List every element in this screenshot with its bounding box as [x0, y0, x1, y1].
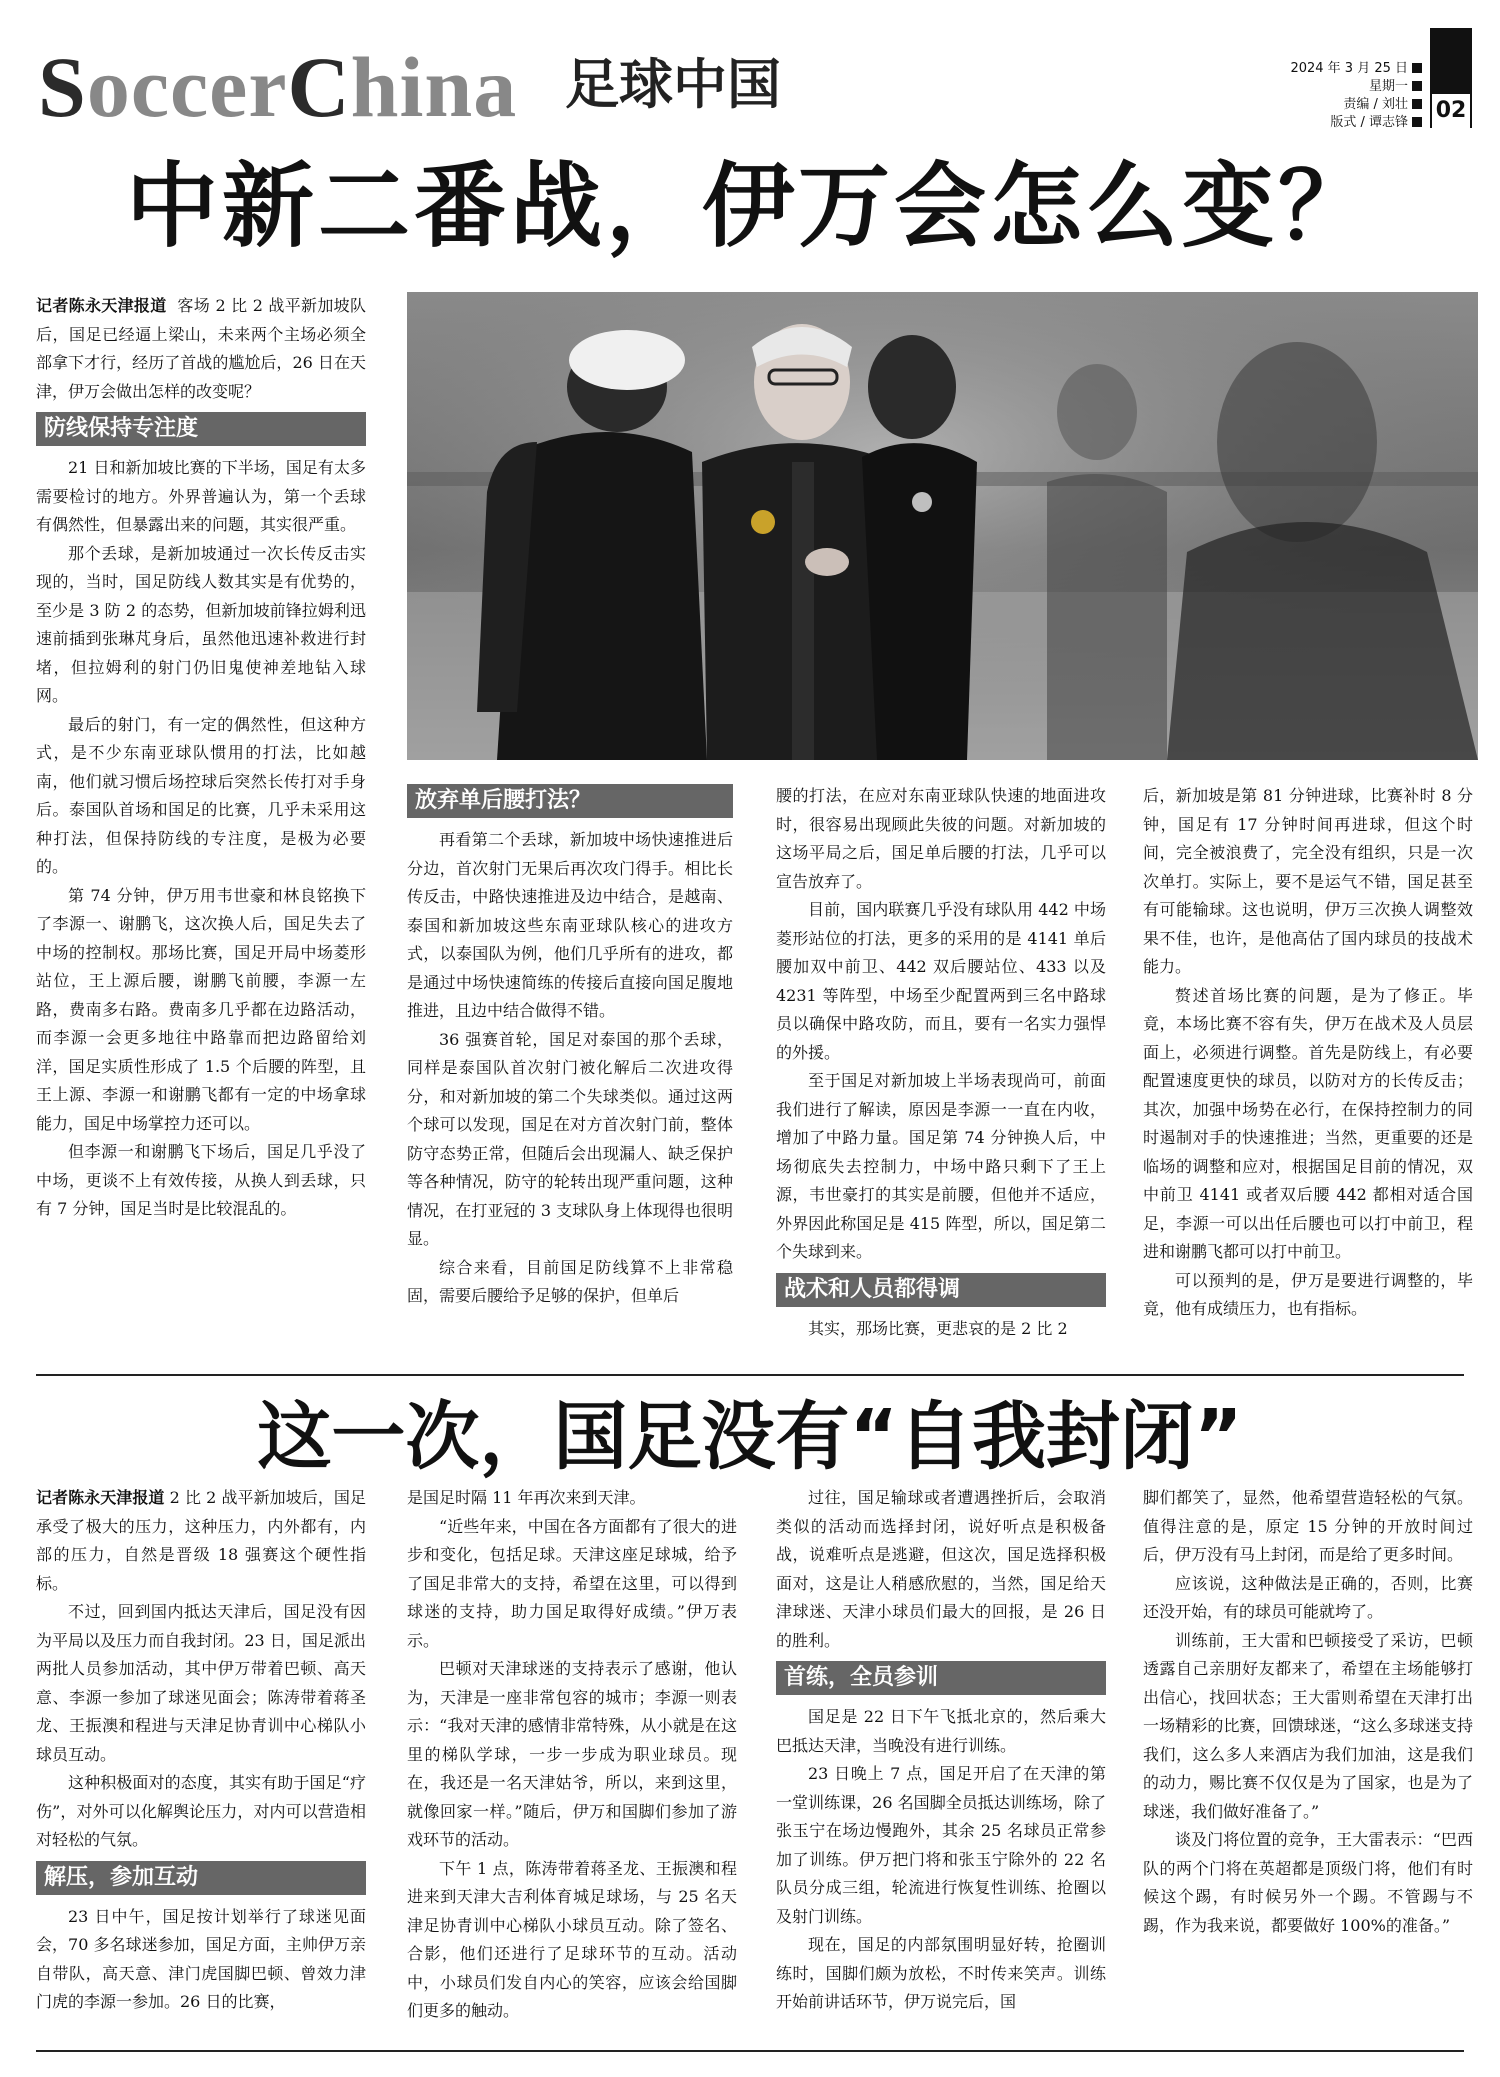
title-letter-c: C: [287, 39, 351, 135]
paragraph: 脚们都笑了，显然，他希望营造轻松的气氛。值得注意的是，原定 15 分钟的开放时间过后，伊万没有马上封闭，而是给了更多时间。: [1143, 1488, 1473, 1564]
paragraph: 是国足时隔 11 年再次来到天津。: [407, 1488, 646, 1507]
article1-column-1: [36, 292, 366, 1224]
issue-date: 2024 年 3 月 25 日: [1290, 60, 1422, 78]
subhead-training: 首练，全员参训: [776, 1661, 1106, 1695]
bottom-rule: [36, 2050, 1464, 2052]
paragraph: 这种积极面对的态度，其实有助于国足“疗伤”，对外可以化解舆论压力，对内可以营造相对轻松的气氛。: [36, 1773, 366, 1849]
title-letter-s: S: [38, 39, 87, 135]
article1-column-3: [776, 782, 1106, 1343]
article2-headline: 这一次，国足没有“自我封闭”: [257, 1394, 1243, 1480]
paragraph: 巴顿对天津球迷的支持表示了感谢，他认为，天津是一座非常包容的城市；李源一则表示：“我对天津的感情非常特殊，从小就是在这里的梯队学球，一步一步成为职业球员。现在，我还是一名天津姑爷，所以，来到这里，就像回家一样。”随后，伊万和国脚们参加了游戏环节的活动。: [407, 1659, 737, 1849]
paragraph: 23 日晚上 7 点，国足开启了在天津的第一堂训练课，26 名国脚全员抵达训练场，除了张玉宁在场边慢跑外，其余 25 名球员正常参加了训练。伊万把门将和张玉宁除外的 22 名队员分成三组，轮流进行恢复性训练、抢圈以及射门训练。: [776, 1764, 1106, 1926]
article1-headline: 中新二番战，伊万会怎么变？: [125, 153, 1374, 260]
paragraph: “近些年来，中国在各方面都有了很大的进步和变化，包括足球。天津这座足球城，给予了国足非常大的支持，希望在这里，可以得到球迷的支持，助力国足取得好成绩。”伊万表示。: [407, 1516, 737, 1650]
paragraph: 再看第二个丢球，新加坡中场快速推进后分边，首次射门无果后再次攻门得手。相比长传反击，中路快速推进及边中结合，是越南、泰国和新加坡这些东南亚球队核心的进攻方式，以泰国队为例，他们几乎所有的进攻，都是通过中场快速简练的传接后直接向国足腹地推进，且边中结合做得不错。: [407, 830, 733, 1020]
paragraph: 训练前，王大雷和巴顿接受了采访，巴顿透露自己亲朋好友都来了，希望在主场能够打出信心，找回状态；王大雷则希望在天津打出一场精彩的比赛，回馈球迷，“这么多球迷支持我们，这么多人来酒店为我们加油，这是我们的动力，赐比赛不仅仅是为了国家，也是为了球迷，我们做好准备了。”: [1143, 1630, 1473, 1821]
subhead-single-pivot: 放弃单后腰打法？: [407, 784, 733, 818]
masthead-title-en: [38, 39, 518, 135]
paragraph: 过往，国足输球或者遭遇挫折后，会取消类似的活动而选择封闭，说好听点是积极备战，说难听点是逃避，但这次，国足选择积极面对，这是让人稍感欣慰的，当然，国足给天津球迷、天津小球员们最大的回报，是 26 日的胜利。: [776, 1488, 1106, 1650]
paragraph: 下午 1 点，陈涛带着蒋圣龙、王振澳和程进来到天津大吉利体育城足球场，与 25 名天津足协青训中心梯队小球员互动。除了签名、合影，他们还进行了足球环节的互动。活动中，小球员们发自内心的笑容，应该会给国脚们更多的触动。: [407, 1858, 737, 2020]
paragraph: 23 日中午，国足按计划举行了球迷见面会，70 多名球迷参加，国足方面，主帅伊万亲自带队，高天意、津门虎国脚巴顿、曾效力津门虎的李源一参加。26 日的比赛，: [36, 1906, 366, 2011]
paragraph: 赘述首场比赛的问题，是为了修正。毕竟，本场比赛不容有失，伊万在战术及人员层面上，必须进行调整。首先是防线上，有必要配置速度更快的球员，以防对方的长传反击；其次，加强中场势在必行，在保持控制力的同时遏制对手的快速推进；当然，更重要的还是临场的调整和应对，根据国足目前的情况，双中前卫 4141 或者双后腰 442 都相对适合国足，李源一可以出任后腰也可以打中前卫，程进和谢鹏飞都可以打中前卫。: [1143, 985, 1473, 1261]
paragraph: 目前，国内联赛几乎没有球队用 442 中场菱形站位的打法，更多的采用的是 4141 单后腰加双中前卫、442 双后腰站位、433 以及 4231 等阵型，中场至少配置两到三名中路球员以确保中路攻防，而且，要有一名实力强悍的外援。: [776, 900, 1106, 1062]
issue-weekday: 星期一: [1290, 78, 1422, 96]
training-photo: [407, 292, 1478, 760]
paragraph: 综合来看，目前国足防线算不上非常稳固，需要后腰给予足够的保护，但单后: [407, 1257, 733, 1305]
subhead-tactics: 战术和人员都得调: [776, 1273, 1106, 1307]
title-occer: occer: [86, 39, 288, 135]
paragraph: 应该说，这种做法是正确的，否则，比赛还没开始，有的球员可能就垮了。: [1143, 1573, 1473, 1621]
lead-text: 2 比 2 战平新加坡后，国足承受了极大的压力，这种压力，内外都有，内部的压力，自然是晋级 18 强赛这个硬性指标。: [36, 1488, 366, 1593]
paragraph: 现在，国足的内部氛围明显好转，抢圈训练时，国脚们颇为放松，不时传来笑声。训练开始前讲话环节，伊万说完后，国: [776, 1935, 1106, 2011]
article2-lead: [36, 1484, 366, 1598]
article1-column-4: [1143, 782, 1473, 1324]
paragraph: 第 74 分钟，伊万用韦世豪和林良铭换下了李源一、谢鹏飞，这次换人后，国足失去了中场的控制权。那场比赛，国足开局中场菱形站位，王上源后腰，谢鹏飞前腰，李源一左路，费南多右路。费南多几乎都在边路活动，而李源一会更多地往中路靠而把边路留给刘洋，国足实质性形成了 1.5 个后腰的阵型，且王上源、李源一和谢鹏飞都有一定的中场拿球能力，国足中场掌控力还可以。: [36, 885, 366, 1133]
training-photo-illustration: [407, 292, 1478, 760]
paragraph: 其实，那场比赛，更悲哀的是 2 比 2: [808, 1318, 1068, 1338]
paragraph: 后，新加坡是第 81 分钟进球，比赛补时 8 分钟，国足有 17 分钟时间再进球，但这个时间，完全被浪费了，完全没有组织，只是一次次单打。实际上，要不是运气不错，国足甚至有可能输球。这也说明，伊万三次换人调整效果不佳，也许，是他高估了国内球员的技战术能力。: [1143, 786, 1473, 976]
article1-lead: [36, 292, 366, 406]
masthead-title-cn: 足球中国: [565, 53, 781, 116]
paragraph: 但李源一和谢鹏飞下场后，国足几乎没了中场，更谈不上有效传接，从换人到丢球，只有 7 分钟，国足当时是比较混乱的。: [36, 1142, 366, 1218]
paragraph: 谈及门将位置的竞争，王大雷表示：“巴西队的两个门将在英超都是顶级门将，他们有时候这个踢，有时候另外一个踢。不管踢与不踢，作为我来说，都要做好 100%的准备。”: [1143, 1830, 1473, 1935]
paragraph: 最后的射门，有一定的偶然性，但这种方式，是不少东南亚球队惯用的打法，比如越南，他们就习惯后场控球后突然长传打对手身后。泰国队首场和国足的比赛，几乎未采用这种打法，但保持防线的专注度，是极为必要的。: [36, 714, 366, 876]
paragraph: 不过，回到国内抵达天津后，国足没有因为平局以及压力而自我封闭。23 日，国足派出两批人员参加活动，其中伊万带着巴顿、高天意、李源一参加了球迷见面会；陈涛带着蒋圣龙、王振澳和程进与天津足协青训中心梯队小球员互动。: [36, 1602, 366, 1764]
paragraph: 那个丢球，是新加坡通过一次长传反击实现的，当时，国足防线人数其实是有优势的，至少是 3 防 2 的态势，但新加坡前锋拉姆利迅速前插到张琳芃身后，虽然他迅速补救进行封堵，但拉姆利的射门仍旧鬼使神差地钻入球网。: [36, 543, 366, 705]
byline: 记者陈永天津报道: [36, 1488, 165, 1507]
article2-column-3: [776, 1484, 1106, 2017]
title-hina: hina: [350, 39, 518, 135]
paragraph: 国足是 22 日下午飞抵北京的，然后乘大巴抵达天津，当晚没有进行训练。: [776, 1707, 1106, 1755]
paragraph: 21 日和新加坡比赛的下半场，国足有太多需要检讨的地方。外界普遍认为，第一个丢球有偶然性，但暴露出来的问题，其实很严重。: [36, 458, 366, 534]
subhead-defense: 防线保持专注度: [36, 412, 366, 446]
issue-info: [1290, 60, 1422, 132]
article2-column-4: [1143, 1484, 1473, 1940]
byline: 记者陈永天津报道: [36, 296, 167, 315]
article1-column-2: [407, 782, 733, 1311]
article2-column-2: [407, 1484, 737, 2026]
issue-editor: 责编 / 刘壮: [1290, 96, 1422, 114]
paragraph: 36 强赛首轮，国足对泰国的那个丢球，同样是泰国队首次射门被化解后二次进攻得分，和对新加坡的第二个失球类似。通过这两个球可以发现，国足在对方首次射门前，整体防守态势正常，但随后会出现漏人、缺乏保护等各种情况，防守的轮转出现严重问题，这种情况，在打亚冠的 3 支球队身上体现得也很明显。: [407, 1029, 733, 1248]
article2-column-1: [36, 1484, 366, 2017]
paragraph: 可以预判的是，伊万是要进行调整的，毕竟，他有成绩压力，也有指标。: [1143, 1270, 1473, 1318]
issue-layout-editor: 版式 / 谭志锋: [1290, 114, 1422, 132]
paragraph: 至于国足对新加坡上半场表现尚可，前面我们进行了解读，原因是李源一一直在内收，增加了中路力量。国足第 74 分钟换人后，中场彻底失去控制力，中场中路只剩下了王上源，韦世豪打的其实是前腰，但他并不适应，外界因此称国足是 415 阵型，所以，国足第二个失球到来。: [776, 1071, 1106, 1261]
lead-text: 客场 2 比 2 战平新加坡队后，国足已经逼上梁山，未来两个主场必须全部拿下才行，经历了首战的尴尬后，26 日在天津，伊万会做出怎样的改变呢？: [36, 296, 366, 401]
section-divider: [36, 1374, 1464, 1376]
masthead: [38, 39, 1138, 135]
paragraph: 腰的打法，在应对东南亚球队快速的地面进攻时，很容易出现顾此失彼的问题。对新加坡的这场平局之后，国足单后腰的打法，几乎可以宣告放弃了。: [776, 786, 1106, 891]
subhead-interaction: 解压，参加互动: [36, 1861, 366, 1895]
page-number: 02: [1432, 94, 1470, 128]
